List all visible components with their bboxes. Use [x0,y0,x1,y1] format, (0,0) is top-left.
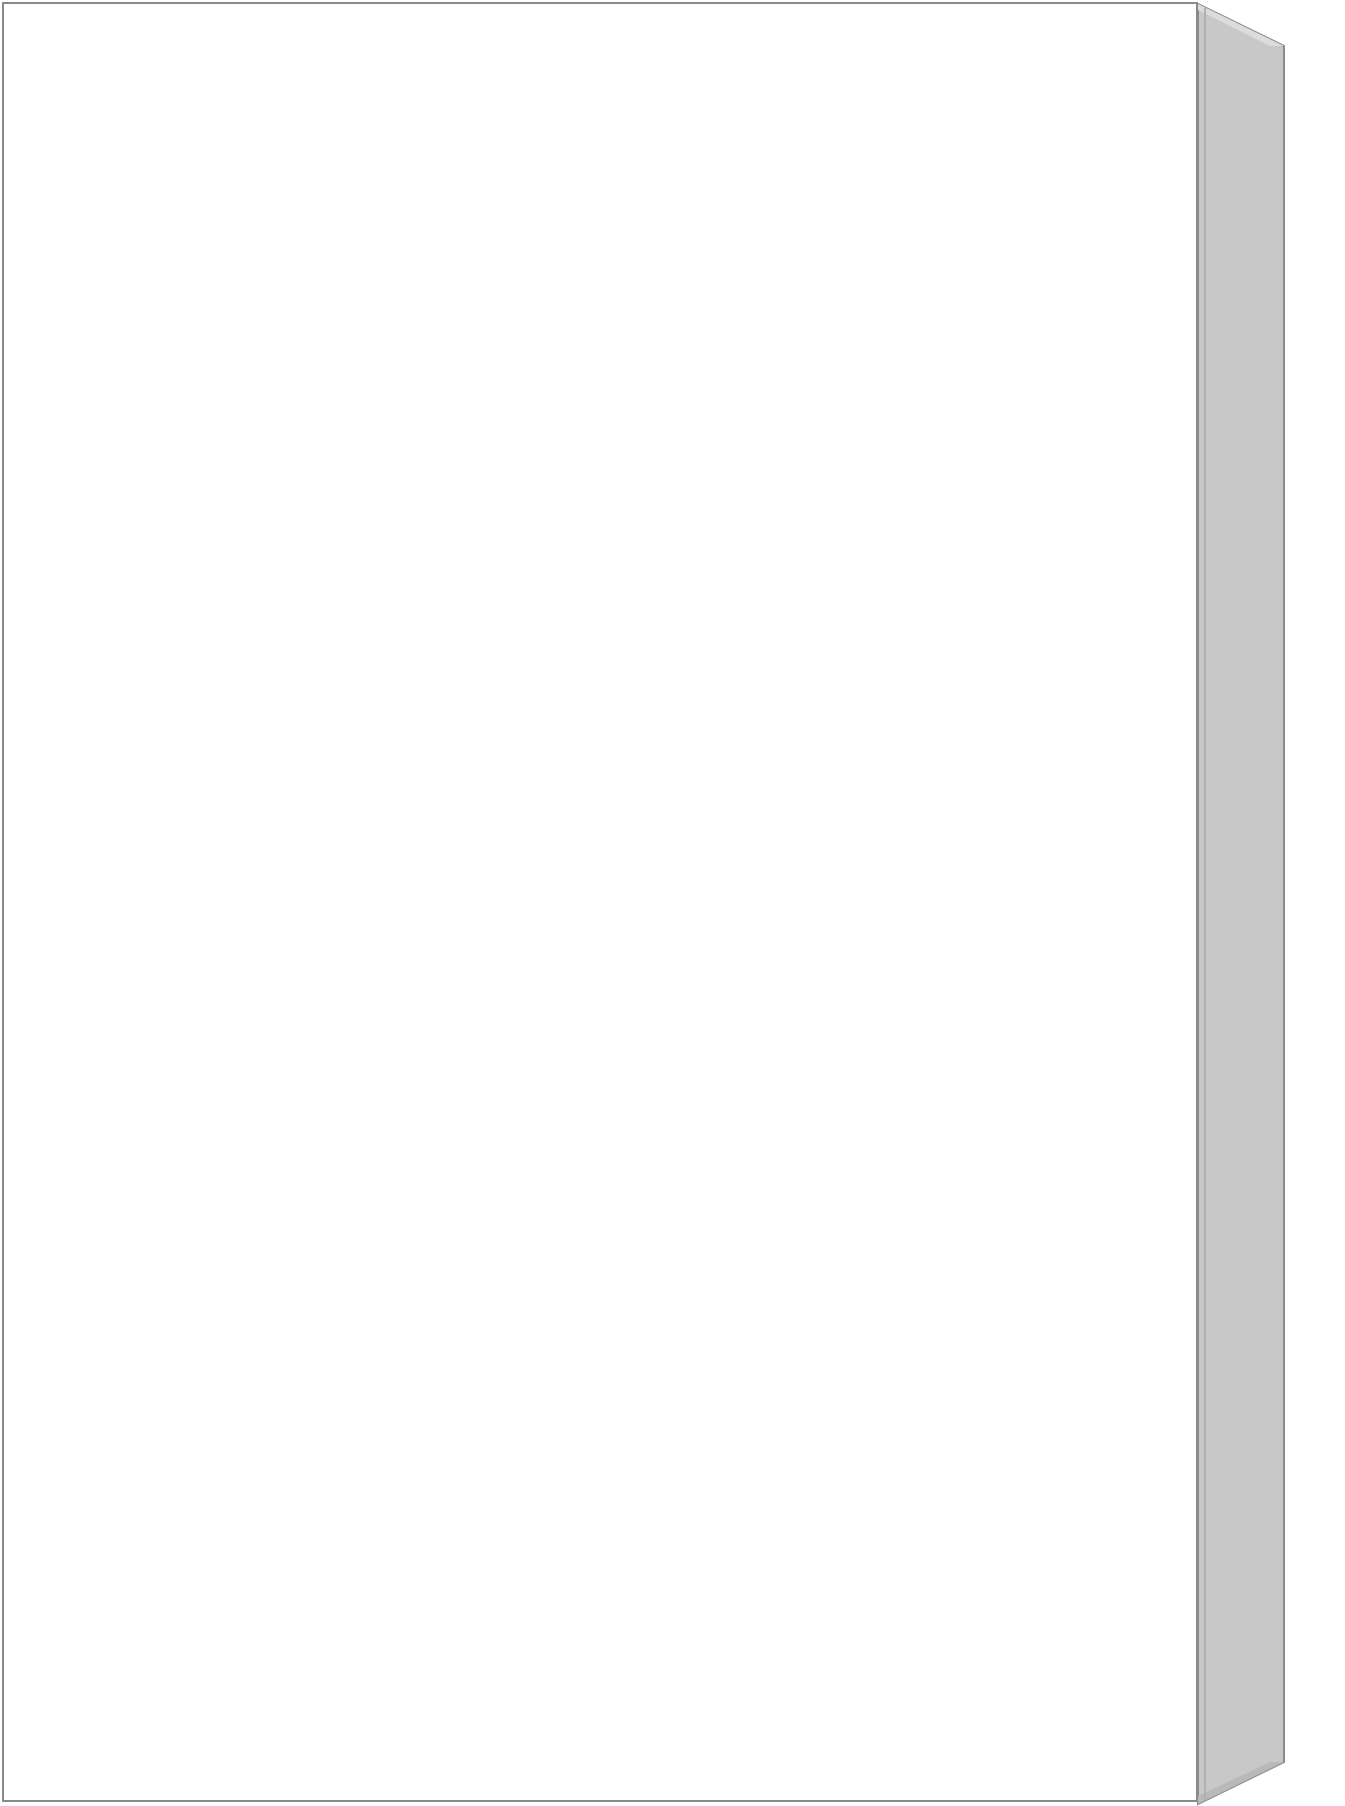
book-page [2,2,1198,1802]
page-footer [860,1619,878,1649]
fore-edge-side [1198,4,1284,1804]
